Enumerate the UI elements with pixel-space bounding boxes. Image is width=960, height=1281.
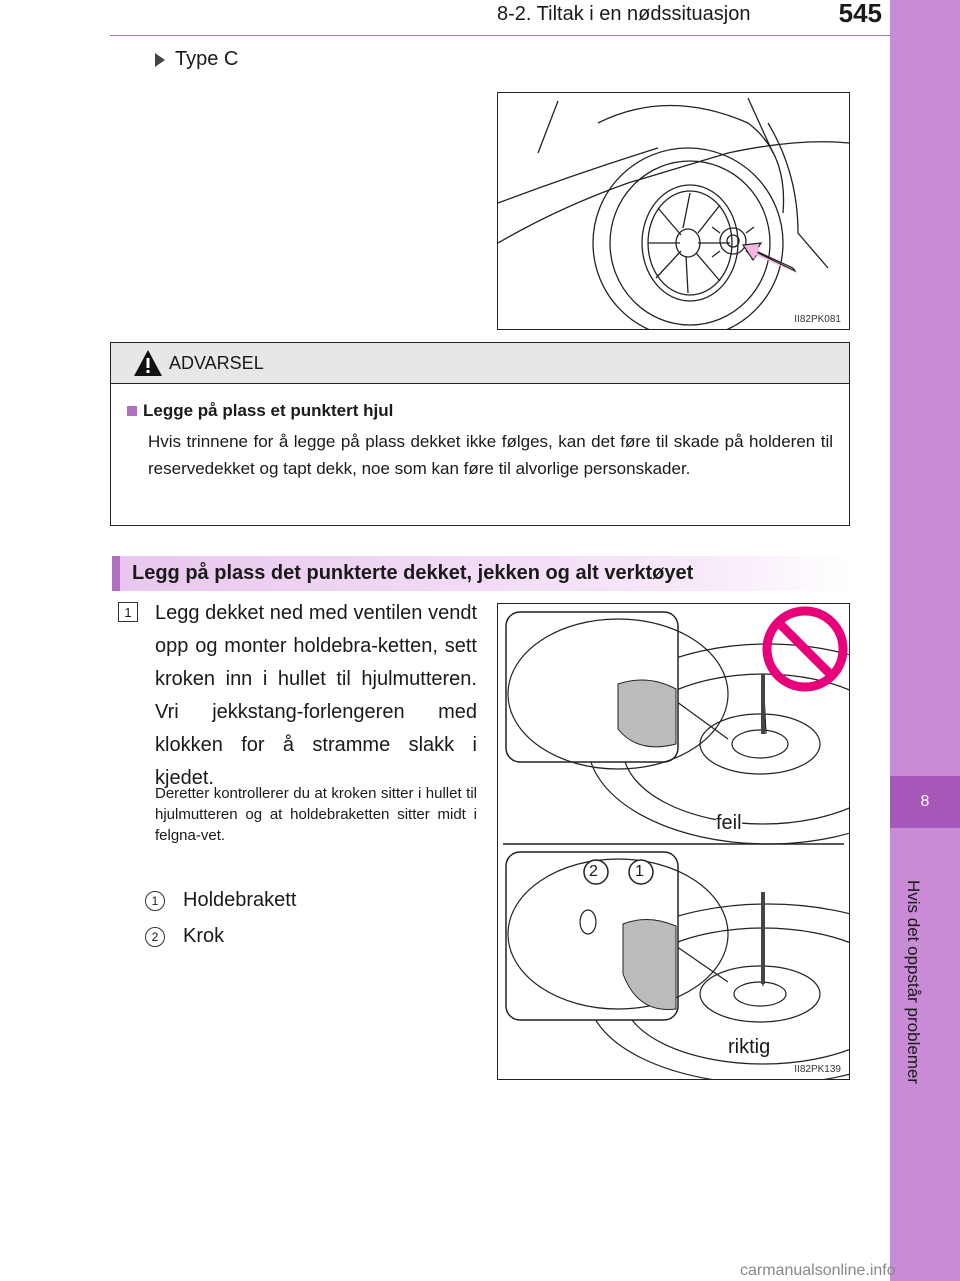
legend-number: 2 [145,927,165,947]
warning-triangle-icon [133,349,163,377]
callout-2: 2 [589,863,598,880]
wheel-illustration [498,93,849,329]
warning-title: ADVARSEL [169,353,264,373]
bullet-triangle-icon [155,53,165,67]
chapter-sidebar [890,0,960,1281]
figure-code: II82PK081 [794,314,841,325]
legend-item [145,925,224,948]
figure-code: II82PK139 [794,1064,841,1075]
warning-body: Hvis trinnene for å legge på plass dekket ikke følges, kan det føre til skade på holderen til reservedekket og tapt dekk, noe som kan føre til alvorlige personskader. [148,432,833,478]
section-heading: 8-2. Tiltak i en nødssituasjon [497,3,751,25]
chain-mount-figure [497,603,850,1080]
watermark: carmanualsonline.info [740,1262,896,1279]
warning-subtitle-text: Legge på plass et punktert hjul [143,401,394,420]
section-title: Legg på plass det punkterte dekket, jekken og alt verktøyet [112,556,849,591]
step-text: Legg dekket ned med ventilen vendt opp og monter holdebra-ketten, sett kroken inn i hullet til hjulmutteren. Vri jekkstang-forlengeren med klokken for å stramme slakk i kjedet. [155,602,477,789]
warning-subtitle [127,401,393,421]
chapter-title: Hvis det oppstår problemer [904,880,923,1085]
legend-label: Holdebrakett [183,889,297,911]
step-number: 1 [118,602,138,622]
legend-number: 1 [145,891,165,911]
right-label: riktig [728,1036,771,1058]
spare-tire-figure [497,92,850,330]
warning-header [111,343,849,384]
chapter-number-tab[interactable]: 8 [890,776,960,828]
legend-item [145,889,296,912]
callout-1: 1 [635,863,644,880]
wrong-label: feil [716,812,742,834]
chain-mount-illustration [498,604,849,1079]
header-rule [110,35,890,36]
bullet-square-icon [127,406,137,416]
type-label-text: Type C [175,48,239,70]
legend-label: Krok [183,925,225,947]
type-label [155,48,238,71]
page-number: 545 [838,0,882,28]
step-note: Deretter kontrollerer du at kroken sitter i hullet til hjulmutteren og at holdebraketten sitter midt i felgna-vet. [155,785,477,844]
warning-box [110,342,850,526]
